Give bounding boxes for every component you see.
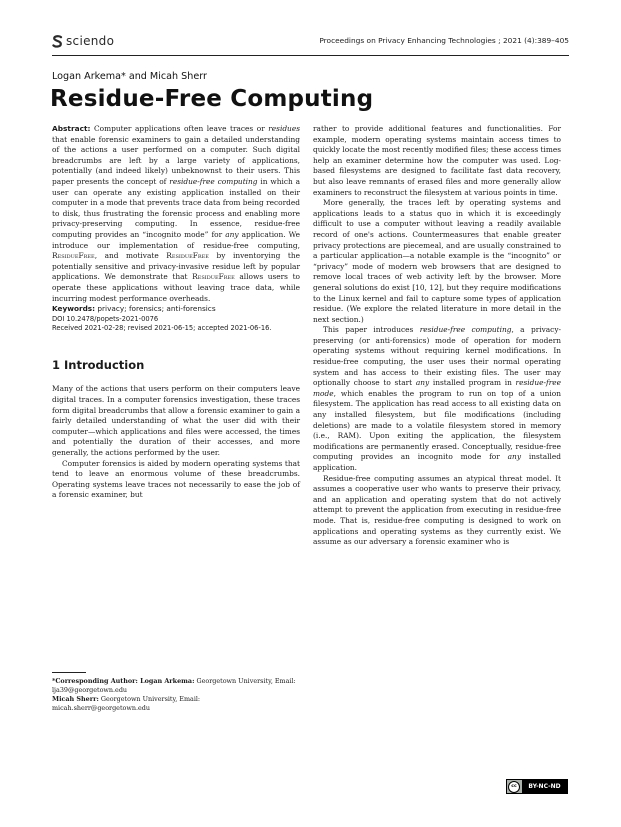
abstract-label: Abstract:: [52, 124, 91, 133]
page-header: [52, 34, 569, 50]
received-dates: Received 2021-02-28; revised 2021-06-15; accepted 2021-06-16.: [52, 324, 272, 333]
keywords: Keywords: privacy; forensics; anti-forensics: [52, 304, 216, 314]
author-line: Logan Arkema* and Micah Sherr: [52, 71, 207, 82]
right-column: [313, 124, 561, 548]
left-column: [52, 124, 300, 501]
license-text: BY-NC-ND: [522, 780, 567, 793]
right-paragraph-2: More generally, the traces left by operating systems and applications leads to a status quo in which it is exceedingly difficult to use a computer without leaving a readily available record of one's actions. Countermeasures that enable greater privacy protections are piecemeal, and are usually constrained to a particular application—a notable example is the “incognito” or “privacy” mode of modern web browsers that are designed to remove local traces of web activity left by the browser. More general solutions do exist [10, 12], but they require modifications to the Linux kernel and fail to capture some types of application residue. (We explore the related literature in more detail in the next section.): [313, 198, 561, 324]
intro-paragraph-1: Many of the actions that users perform on their computers leave digital traces. In a computer forensics investigation, these traces form digital breadcrumbs that allow a forensic examiner to gain a fairly detailed understanding of what the user did with their computer—which applications and files were accessed, the times and potentially the duration of their accesses, and more generally, the actions performed by the user.: [52, 384, 300, 458]
creative-commons-icon: cc: [508, 781, 520, 793]
footnotes: [52, 672, 300, 713]
section-heading-introduction: 1 Introduction: [52, 357, 145, 372]
publisher-logo: [52, 34, 114, 48]
footnote-rule: [52, 672, 86, 673]
intro-paragraph-2: Computer forensics is aided by modern operating systems that tend to leave an enormous volume of these breadcrumbs. Operating systems leave traces not necessarily to ease the job of a forensic examiner, but: [52, 458, 300, 500]
right-paragraph-1: rather to provide additional features and functionalities. For example, modern operating systems maintain access times to quickly locate the most recently modified files; these access times help an examiner determine how the computer was used. Log-based filesystems are designed to facilitate fast data recovery, but also leave remnants of erased files and more generally allow examiners to reconstruct the filesystem at various points in time.: [313, 124, 561, 197]
logo-text: sciendo: [66, 34, 115, 48]
sciendo-logo-icon: [52, 35, 63, 48]
cc-license-badge: [506, 779, 568, 794]
right-paragraph-3: This paper introduces residue-free computing, a privacy-preserving (or anti-forensics) mode of operation for modern operating systems without requiring kernel modifications. In residue-free computing, the user uses their normal operating system and has access to their existing files. The user may optionally choose to start any installed program in residue-free mode, which enables the program to run on top of a union filesystem. The application has read access to all existing data on any installed filesystem, but file modifications (including deletions) are made to a volatile filesystem stored in memory (i.e., RAM). Upon exiting the application, the filesystem modifications are permanently erased. Conceptually, residue-free computing provides an incognito mode for any installed application.: [313, 325, 561, 472]
footnote-corresponding-author: *Corresponding Author: Logan Arkema: Georgetown University, Email: lja39@georgetown.edu: [52, 677, 296, 695]
journal-citation: Proceedings on Privacy Enhancing Technologies ; 2021 (4):389–405: [319, 36, 569, 45]
header-rule: [52, 55, 569, 56]
keywords-label: Keywords:: [52, 304, 96, 314]
abstract: Abstract: Computer applications often leave traces or residues that enable forensic examiners to gain a detailed understanding of the actions a user performed on a computer. Such digital breadcrumbs are left by a large variety of applications, potentially (and indeed likely) unbeknownst to their users. This paper presents the concept of residue-free computing in which a user can operate any existing application installed on their computer in a mode that prevents trace data from being recorded to disk, thus frustrating the forensic process and enabling more privacy-preserving computing. In essence, residue-free computing provides an “incognito mode” for any application. We introduce our implementation of residue-free computing, ResidueFree, and motivate ResidueFree by inventorying the potentially sensitive and privacy-invasive residue left by popular applications. We demonstrate that ResidueFree allows users to operate these applications without leaving trace data, while incurring modest performance overheads.: [52, 124, 301, 303]
right-paragraph-4: Residue-free computing assumes an atypical threat model. It assumes a cooperative user who wants to preserve their privacy, and an application and operating system that do not actively attempt to prevent the application from executing in residue-free mode. That is, residue-free computing is designed to work on applications and operating systems as they currently exist. We assume as our adversary a forensic examiner who is: [313, 473, 561, 547]
footnote-second-author: Micah Sherr: Georgetown University, Email: micah.sherr@georgetown.edu: [52, 695, 201, 713]
paper-title: Residue-Free Computing: [50, 86, 374, 112]
doi: DOI 10.2478/popets-2021-0076: [52, 314, 159, 323]
